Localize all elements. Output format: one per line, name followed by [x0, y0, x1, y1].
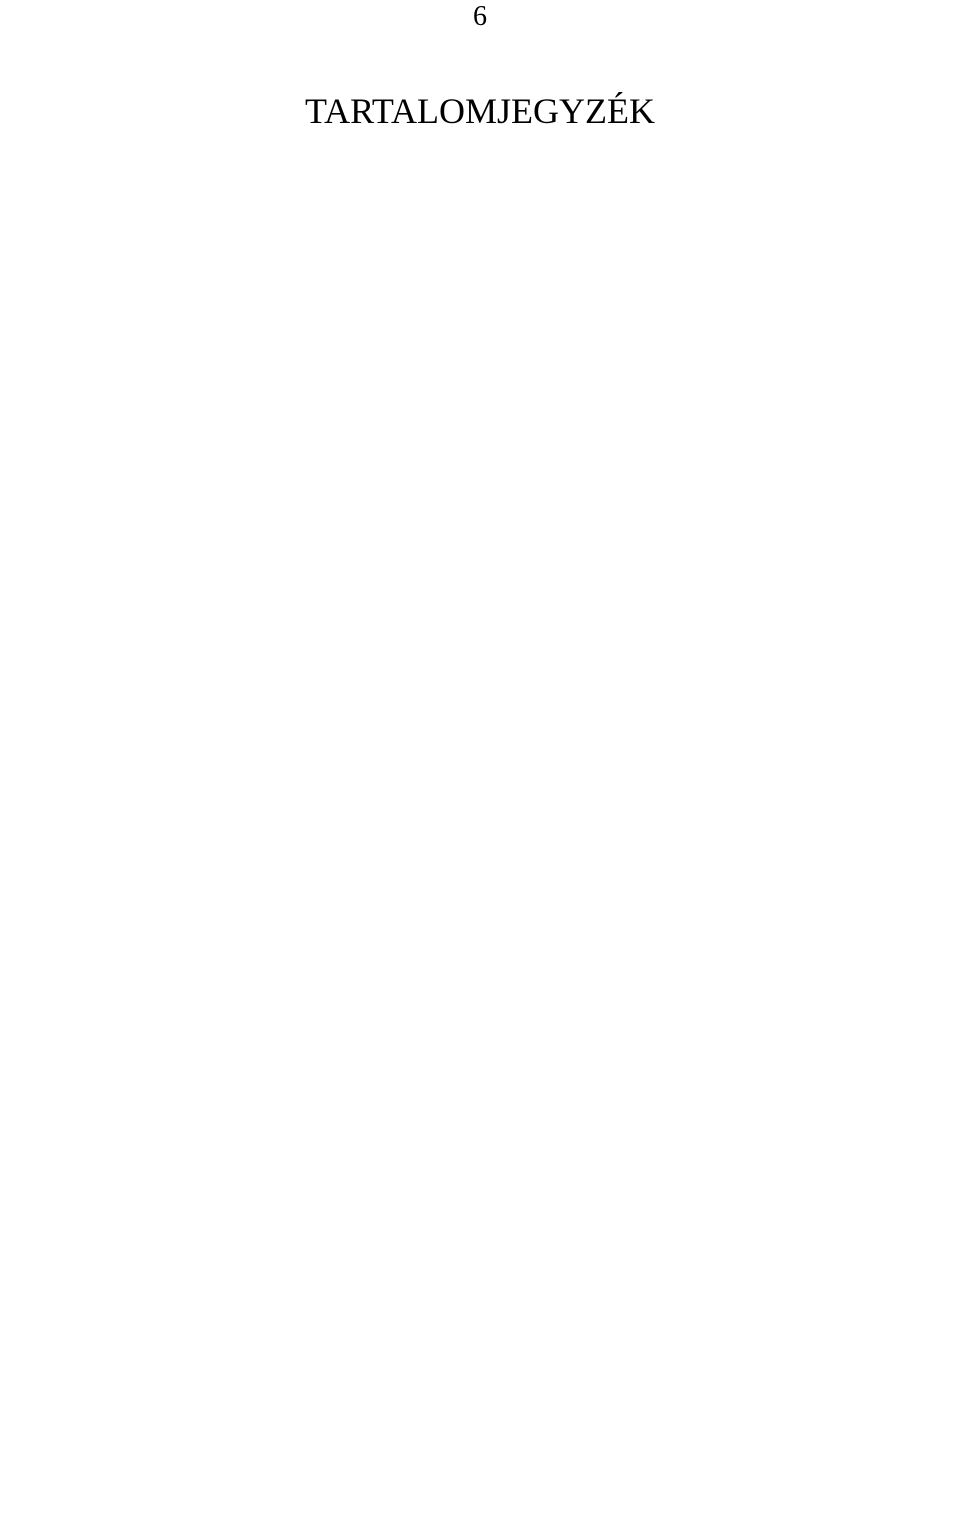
toc-entry[interactable] [0, 210, 960, 244]
toc-entry[interactable] [0, 999, 960, 1033]
toc-entry[interactable] [0, 1274, 960, 1308]
toc-entry[interactable] [0, 553, 960, 622]
toc-entry[interactable] [0, 1136, 960, 1205]
toc-entry[interactable] [0, 382, 960, 416]
toc-entry[interactable] [0, 1342, 960, 1376]
toc-entry[interactable] [0, 450, 960, 519]
toc-entry[interactable] [0, 1068, 960, 1102]
toc-entry[interactable] [0, 176, 960, 210]
toc-title: TARTALOMJEGYZÉK [304, 91, 656, 131]
toc-entry[interactable] [0, 725, 960, 759]
toc-entry[interactable] [0, 759, 960, 793]
toc-entry[interactable] [0, 1411, 960, 1480]
toc-entry[interactable] [0, 965, 960, 999]
toc-entry[interactable] [0, 896, 960, 965]
toc-entry[interactable] [0, 1479, 960, 1513]
toc-entry[interactable] [0, 1033, 960, 1067]
toc-entry[interactable] [0, 1308, 960, 1342]
toc-entry[interactable] [0, 1376, 960, 1410]
toc-entry[interactable] [0, 862, 960, 896]
toc-entry[interactable] [0, 622, 960, 656]
toc-entry[interactable] [0, 793, 960, 827]
toc-entry[interactable] [0, 690, 960, 724]
table-of-contents [0, 176, 960, 1514]
toc-entry[interactable] [0, 313, 960, 382]
page-number: 6 [473, 1, 487, 32]
toc-entry[interactable] [0, 656, 960, 690]
toc-entry[interactable] [0, 245, 960, 314]
toc-entry[interactable] [0, 519, 960, 553]
toc-entry[interactable] [0, 416, 960, 450]
toc-entry[interactable] [0, 1205, 960, 1274]
toc-entry[interactable] [0, 1102, 960, 1136]
toc-entry[interactable] [0, 828, 960, 862]
